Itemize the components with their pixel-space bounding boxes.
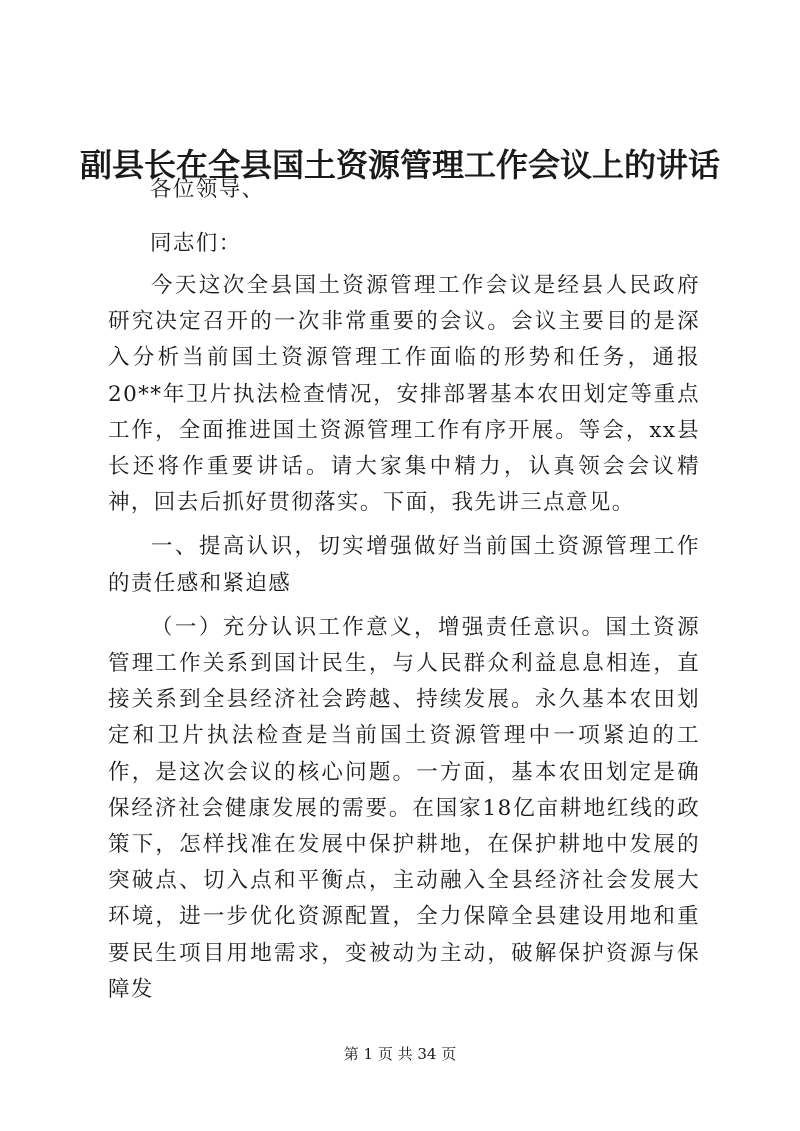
document-body xyxy=(108,268,700,1008)
salutation-leaders: 各位领导、 xyxy=(150,177,265,202)
document-title: 副县长在全县国土资源管理工作会议上的讲话 xyxy=(79,146,720,184)
paragraph-subsection-1: （一）充分认识工作意义，增强责任意识。国土资源管理工作关系到国计民生，与人民群众利益息息相连，直接关系到全县经济社会跨越、持续发展。永久基本农田划定和卫片执法检查是当前国土资源管理中一项紧迫的工作，是这次会议的核心问题。一方面，基本农田划定是确保经济社会健康发展的需要。在国家18亿亩耕地红线的政策下，怎样找准在发展中保护耕地，在保护耕地中发展的突破点、切入点和平衡点，主动融入全县经济社会发展大环境，进一步优化资源配置，全力保障全县建设用地和重要民生项目用地需求，变被动为主动，破解保护资源与保障发 xyxy=(108,614,700,1002)
salutation-comrades: 同志们： xyxy=(150,231,242,256)
section-heading-1: 一、提高认识，切实增强做好当前国土资源管理工作的责任感和紧迫感 xyxy=(108,534,700,596)
page-footer xyxy=(0,1044,800,1064)
paragraph-intro: 今天这次全县国土资源管理工作会议是经县人民政府研究决定召开的一次非常重要的会议。会议主要目的是深入分析当前国土资源管理工作面临的形势和任务，通报20**年卫片执法检查情况，安排部署基本农田划定等重点工作，全面推进国土资源管理工作有序开展。等会，xx县长还将作重要讲话。请大家集中精力，认真领会会议精神，回去后抓好贯彻落实。下面，我先讲三点意见。 xyxy=(108,273,700,516)
page-number-label: 第 1 页 共 34 页 xyxy=(343,1045,457,1063)
